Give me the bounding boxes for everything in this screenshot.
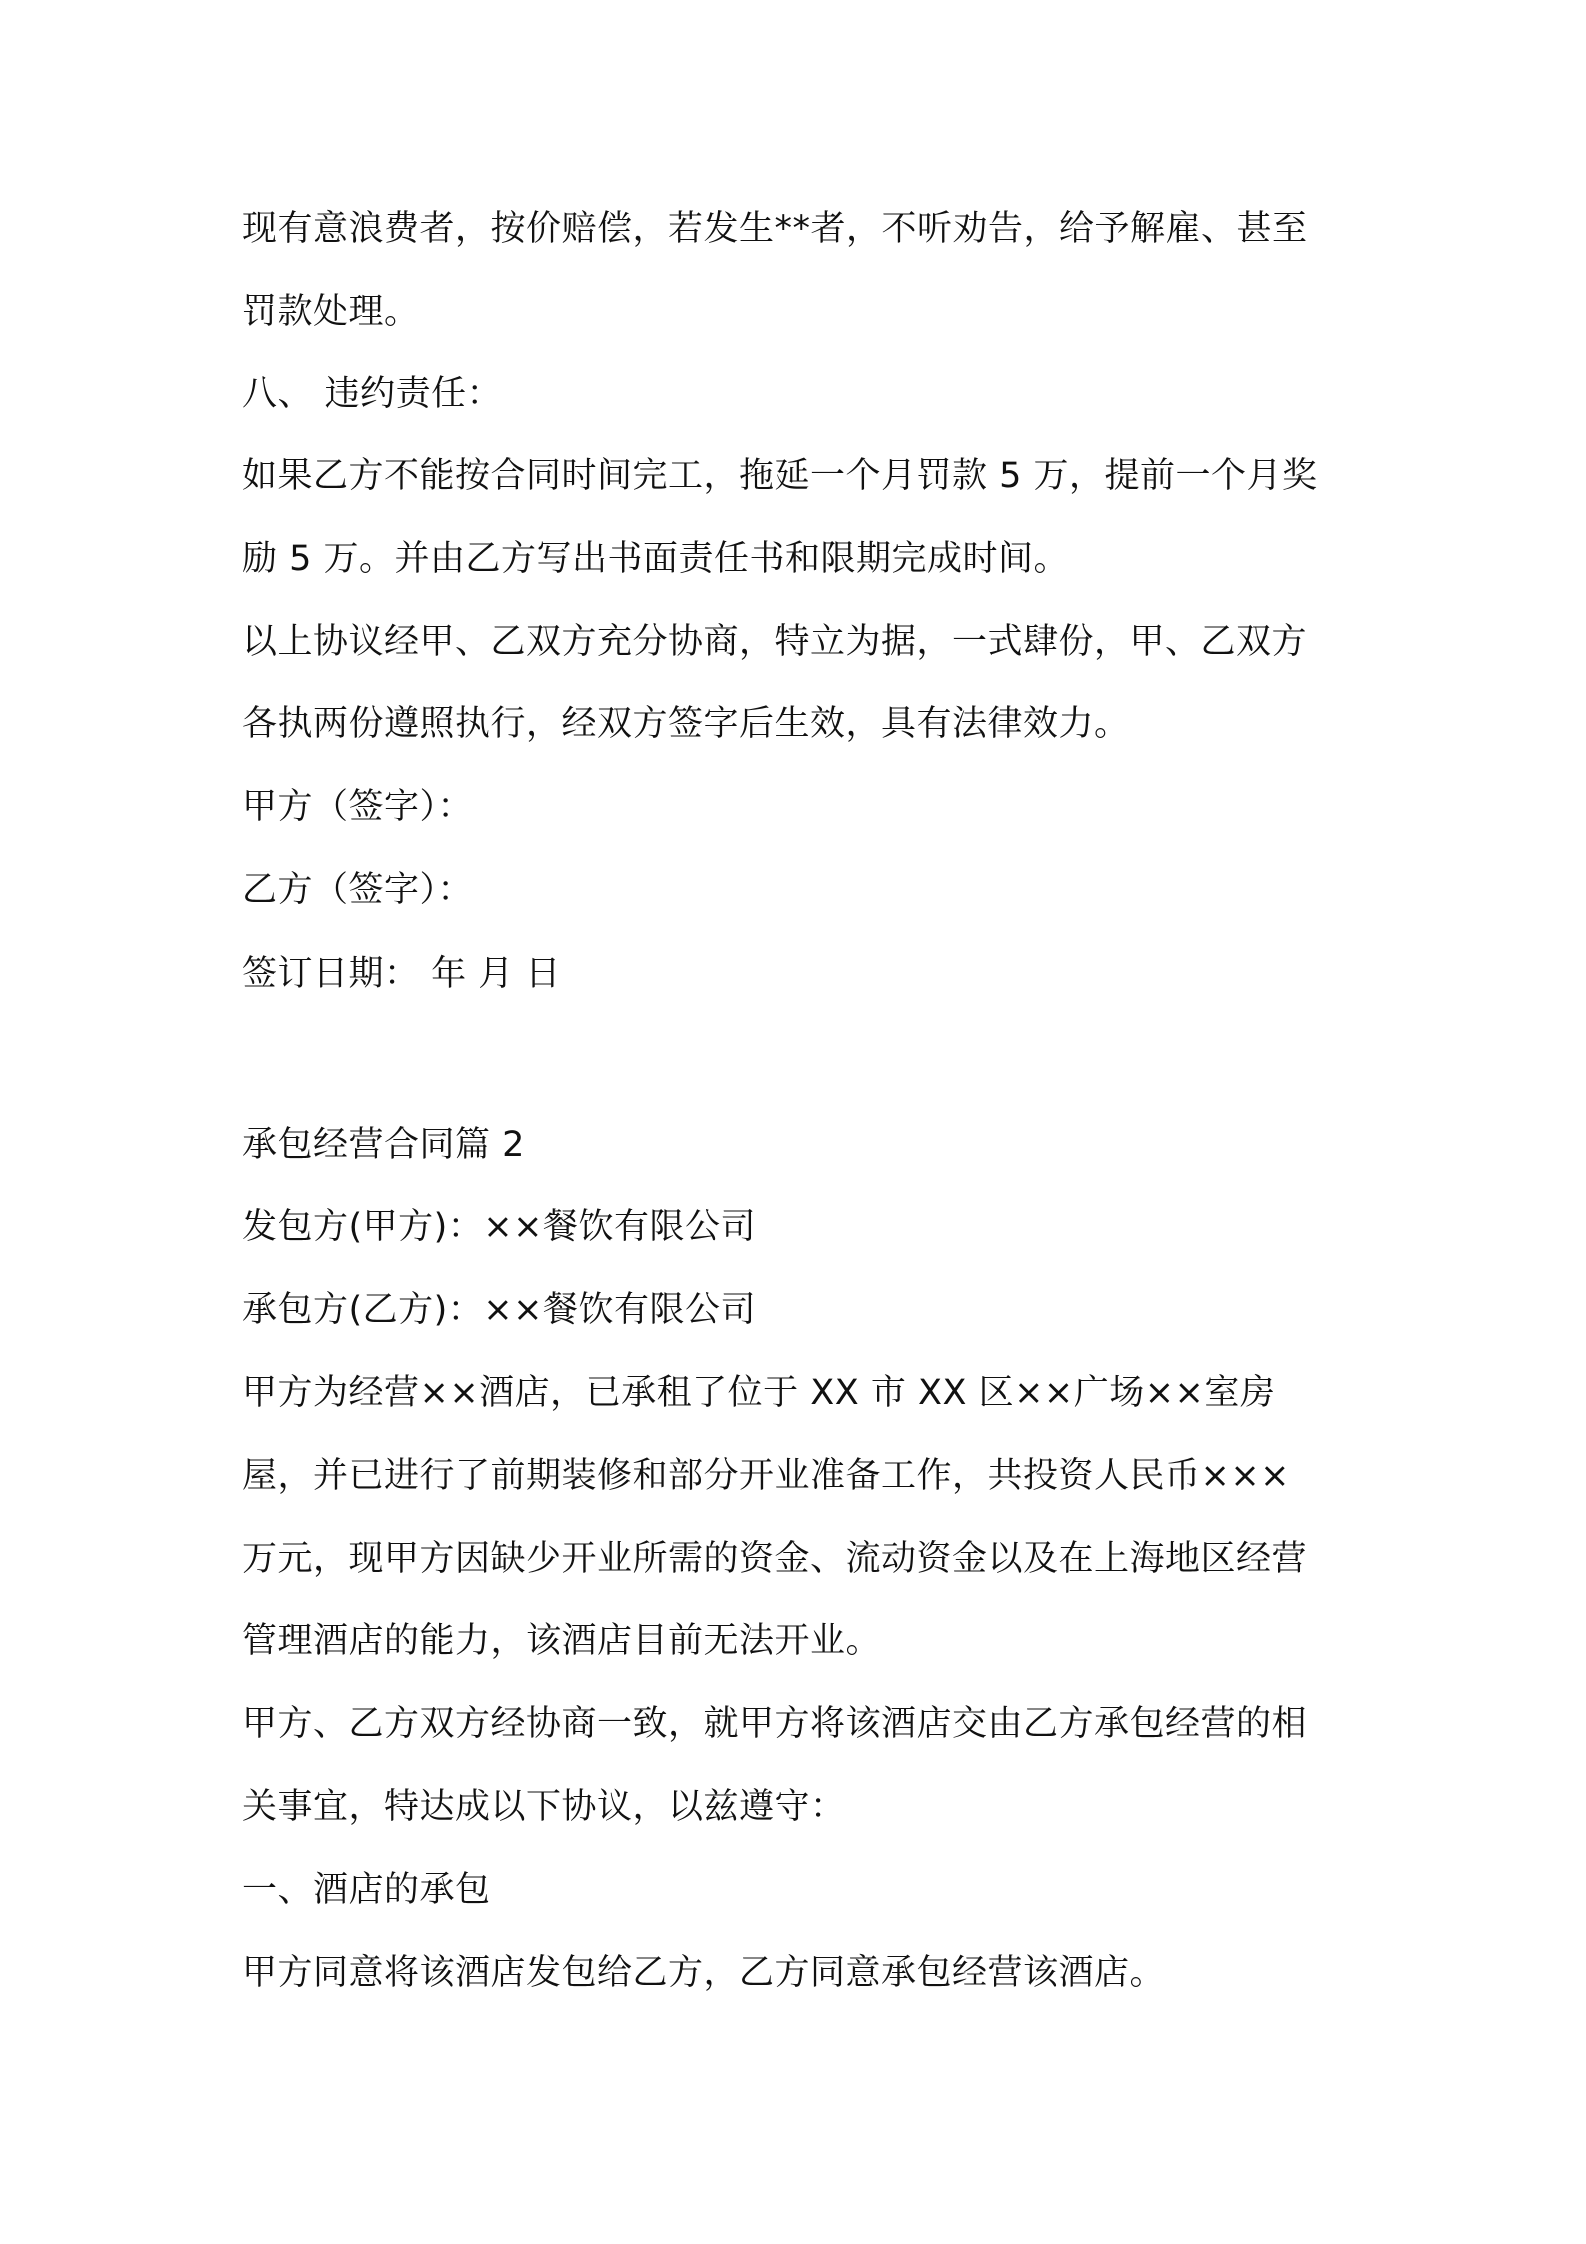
paragraph-line: 甲方同意将该酒店发包给乙方，乙方同意承包经营该酒店。 — [242, 1953, 1166, 1993]
paragraph-line: 万元，现甲方因缺少开业所需的资金、流动资金以及在上海地区经营 — [242, 1539, 1308, 1579]
section-heading: 一、酒店的承包 — [242, 1870, 491, 1910]
contracting-party-a: 发包方(甲方)：××餐饮有限公司 — [242, 1207, 756, 1247]
paragraph-line: 励 5 万。并由乙方写出书面责任书和限期完成时间。 — [242, 539, 1070, 579]
paragraph-line: 甲方为经营××酒店，已承租了位于 XX 市 XX 区××广场××室房 — [242, 1373, 1276, 1413]
paragraph-line: 如果乙方不能按合同时间完工，拖延一个月罚款 5 万，提前一个月奖 — [242, 456, 1318, 496]
signing-date-line: 签订日期： 年 月 日 — [242, 954, 561, 994]
paragraph-line: 管理酒店的能力，该酒店目前无法开业。 — [242, 1621, 882, 1661]
paragraph-line: 关事宜，特达成以下协议，以兹遵守： — [242, 1787, 846, 1827]
paragraph-line: 甲方、乙方双方经协商一致，就甲方将该酒店交由乙方承包经营的相 — [242, 1704, 1308, 1744]
paragraph-line: 各执两份遵照执行，经双方签字后生效，具有法律效力。 — [242, 704, 1130, 744]
paragraph-line: 罚款处理。 — [242, 292, 420, 332]
section-heading: 八、 违约责任： — [242, 374, 503, 414]
signature-line-party-a: 甲方（签字）： — [242, 787, 474, 827]
paragraph-line: 以上协议经甲、乙双方充分协商，特立为据，一式肆份，甲、乙双方 — [242, 622, 1308, 662]
contract-title: 承包经营合同篇 2 — [242, 1125, 525, 1165]
signature-line-party-b: 乙方（签字）： — [242, 870, 474, 910]
contracting-party-b: 承包方(乙方)：××餐饮有限公司 — [242, 1290, 756, 1330]
paragraph-line: 屋，并已进行了前期装修和部分开业准备工作，共投资人民币××× — [242, 1456, 1290, 1496]
paragraph-line: 现有意浪费者，按价赔偿，若发生**者，不听劝告，给予解雇、甚至 — [242, 209, 1308, 249]
